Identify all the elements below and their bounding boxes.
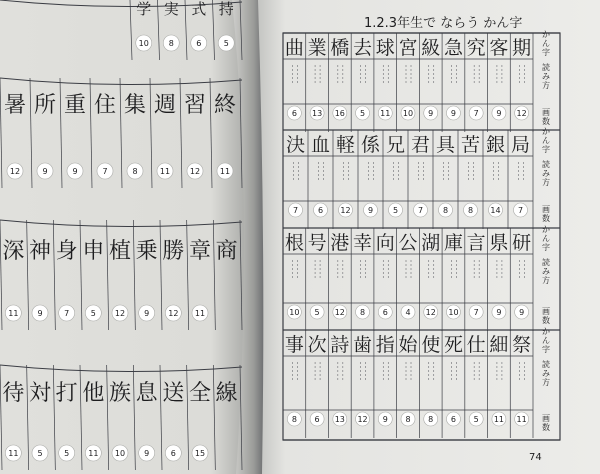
stroke-count: 5	[359, 109, 366, 118]
kanji-character: 兄	[385, 134, 406, 156]
kanji-character: 軽	[335, 134, 356, 156]
left-kanji-character: 学	[136, 0, 152, 18]
header-label: み	[542, 169, 550, 178]
kanji-character: 研	[512, 232, 532, 254]
header-label: 画	[542, 108, 550, 117]
kanji-character: 業	[307, 37, 327, 59]
header-label: 数	[542, 423, 550, 432]
stroke-count: 9	[428, 109, 434, 118]
left-stroke-count: 5	[37, 449, 43, 458]
stroke-count: 8	[428, 415, 434, 424]
kanji-character: 期	[512, 37, 532, 59]
stroke-count: 9	[519, 308, 525, 317]
stroke-count: 12	[357, 415, 368, 424]
header-label: 方	[542, 378, 550, 387]
left-kanji-character: 商	[215, 239, 238, 264]
stroke-count: 11	[516, 415, 527, 424]
kanji-character: 使	[421, 334, 441, 356]
left-kanji-character: 他	[82, 381, 105, 406]
header-label: 画	[542, 205, 550, 214]
header-label: 方	[542, 178, 550, 187]
kanji-character: 細	[489, 334, 509, 356]
left-kanji-character: 所	[33, 93, 57, 118]
left-kanji-character: 終	[213, 93, 237, 118]
kanji-character: 級	[421, 37, 441, 59]
kanji-character: 幸	[353, 232, 373, 254]
stroke-count: 9	[496, 308, 502, 317]
left-stroke-count: 11	[159, 167, 171, 176]
header-label: か	[542, 327, 550, 336]
left-kanji-character: 式	[191, 0, 207, 18]
left-stroke-count: 5	[90, 309, 96, 318]
left-stroke-count: 9	[72, 167, 78, 176]
left-kanji-character: 息	[135, 381, 158, 406]
kanji-character: 次	[307, 334, 327, 356]
kanji-character: 県	[489, 232, 509, 254]
stroke-count: 9	[450, 109, 457, 118]
stroke-count: 16	[334, 109, 345, 118]
header-label: 読	[542, 63, 550, 72]
stroke-count: 12	[334, 308, 345, 317]
left-kanji-character: 章	[188, 239, 212, 264]
kanji-character: 決	[285, 134, 306, 156]
left-kanji-character: 族	[108, 381, 132, 406]
left-kanji-character: 全	[188, 381, 212, 406]
left-kanji-character: 打	[55, 381, 78, 406]
stroke-count: 9	[367, 206, 374, 215]
header-label: か	[542, 127, 550, 136]
stroke-count: 7	[417, 206, 424, 215]
kanji-character: 橋	[330, 37, 350, 59]
header-label: 読	[542, 360, 550, 369]
stroke-count: 4	[405, 308, 411, 317]
kanji-character: 詩	[330, 334, 350, 356]
left-stroke-count: 10	[114, 449, 126, 458]
kanji-character: 湖	[421, 232, 441, 254]
left-stroke-count: 12	[114, 309, 126, 318]
kanji-character: 向	[375, 232, 395, 254]
stroke-count: 8	[291, 415, 297, 424]
left-kanji-character: 深	[2, 239, 25, 264]
left-kanji-character: 実	[163, 0, 179, 18]
header-label: 数	[542, 117, 550, 126]
stroke-count: 13	[311, 109, 323, 118]
stroke-count: 6	[317, 206, 324, 215]
stroke-count: 10	[289, 308, 300, 317]
left-stroke-count: 7	[64, 309, 70, 318]
left-stroke-count: 15	[194, 449, 206, 458]
stroke-count: 8	[467, 206, 474, 215]
left-kanji-character: 集	[123, 93, 147, 118]
left-kanji-character: 申	[82, 239, 105, 264]
header-label: 画	[542, 414, 550, 423]
stroke-count: 9	[496, 109, 502, 118]
left-stroke-count: 11	[8, 309, 19, 318]
stroke-count: 6	[450, 415, 457, 424]
header-label: ん	[542, 336, 550, 345]
stroke-count: 6	[314, 415, 320, 424]
stroke-count: 10	[448, 308, 459, 317]
header-label: ん	[542, 136, 550, 145]
header-label: み	[542, 72, 550, 81]
stroke-count: 14	[490, 206, 501, 215]
header-label: か	[542, 30, 550, 39]
kanji-character: 急	[443, 37, 463, 59]
left-kanji-character: 線	[215, 381, 238, 406]
header-label: 字	[542, 48, 550, 57]
kanji-character: 号	[307, 232, 327, 254]
left-kanji-character: 身	[55, 239, 78, 264]
stroke-count: 6	[291, 109, 297, 118]
stroke-count: 9	[382, 415, 388, 424]
stroke-count: 7	[292, 206, 299, 215]
left-kanji-character: 乗	[135, 239, 158, 264]
left-stroke-count: 12	[168, 309, 179, 318]
kanji-character: 係	[360, 134, 381, 156]
left-kanji-character: 対	[28, 381, 52, 406]
header-label: み	[542, 267, 550, 276]
kanji-character: 始	[398, 334, 418, 356]
stroke-count: 12	[516, 109, 527, 118]
left-kanji-character: 暑	[3, 93, 27, 118]
left-stroke-count: 11	[8, 449, 19, 458]
kanji-character: 局	[510, 134, 531, 156]
left-kanji-character: 勝	[162, 239, 185, 264]
left-stroke-count: 10	[138, 39, 149, 48]
left-stroke-count: 6	[170, 449, 176, 458]
kanji-character: 苦	[460, 134, 481, 156]
stroke-count: 11	[493, 415, 505, 424]
stroke-count: 5	[473, 415, 479, 424]
stroke-count: 8	[359, 308, 366, 317]
header-label: 字	[542, 243, 550, 252]
header-label: か	[542, 225, 550, 234]
kanji-character: 具	[435, 134, 456, 156]
kanji-character: 究	[466, 37, 486, 59]
header-label: 数	[542, 316, 550, 325]
kanji-character: 港	[330, 232, 350, 254]
left-stroke-count: 9	[37, 309, 43, 318]
left-kanji-character: 週	[153, 93, 177, 118]
kanji-character: 銀	[485, 134, 506, 156]
stroke-count: 8	[405, 415, 411, 424]
left-stroke-count: 9	[42, 167, 48, 176]
left-stroke-count: 9	[144, 309, 150, 318]
kanji-character: 仕	[466, 334, 486, 356]
kanji-character: 事	[284, 334, 304, 356]
left-kanji-character: 神	[28, 239, 52, 264]
kanji-character: 根	[284, 232, 304, 254]
header-label: 方	[542, 81, 550, 90]
kanji-character: 去	[353, 37, 373, 59]
header-label: 画	[542, 307, 550, 316]
kanji-character: 指	[375, 334, 395, 356]
stroke-count: 7	[517, 206, 524, 215]
page-number: 74	[529, 452, 542, 463]
stroke-count: 7	[473, 109, 479, 118]
header-label: 数	[542, 214, 550, 223]
kanji-character: 歯	[353, 334, 373, 356]
stroke-count: 6	[382, 308, 388, 317]
header-label: 読	[542, 160, 550, 169]
left-kanji-character: 待	[2, 381, 25, 406]
left-kanji-character: 重	[63, 93, 87, 118]
header-label: 方	[542, 276, 550, 285]
stroke-count: 7	[473, 308, 479, 317]
left-stroke-count: 6	[196, 39, 202, 48]
kanji-character: 言	[466, 232, 486, 254]
stroke-count: 13	[334, 415, 345, 424]
header-label: 字	[542, 145, 550, 154]
left-stroke-count: 8	[168, 39, 174, 48]
right-page-title: 1.2.3年生で ならう かん字	[364, 16, 523, 31]
kanji-character: 死	[443, 334, 463, 356]
left-kanji-character: 住	[93, 93, 117, 118]
left-kanji-character: 持	[218, 0, 234, 18]
stroke-count: 8	[442, 206, 449, 215]
header-label: 字	[542, 345, 550, 354]
left-stroke-count: 9	[144, 449, 150, 458]
kanji-character: 庫	[443, 232, 463, 254]
stroke-count: 12	[340, 206, 351, 215]
kanji-character: 君	[410, 134, 431, 156]
header-label: ん	[542, 234, 550, 243]
left-stroke-count: 8	[132, 167, 138, 176]
left-stroke-count: 5	[64, 449, 70, 458]
stroke-count: 11	[380, 109, 391, 118]
kanji-character: 血	[310, 134, 331, 156]
stroke-count: 10	[402, 109, 414, 118]
header-label: 読	[542, 258, 550, 267]
kanji-character: 客	[489, 37, 509, 59]
left-stroke-count: 7	[102, 167, 108, 176]
left-stroke-count: 11	[88, 449, 99, 458]
kanji-character: 球	[375, 37, 395, 59]
left-stroke-count: 11	[194, 309, 206, 318]
kanji-character: 曲	[284, 37, 304, 59]
kanji-character: 宮	[398, 37, 418, 59]
left-kanji-character: 送	[162, 381, 185, 406]
left-stroke-count: 5	[223, 39, 229, 48]
left-stroke-count: 12	[189, 167, 201, 176]
left-kanji-character: 習	[183, 93, 207, 118]
left-stroke-count: 12	[9, 167, 21, 176]
kanji-character: 祭	[512, 334, 532, 356]
left-stroke-count: 11	[219, 167, 231, 176]
kanji-character: 公	[398, 232, 418, 254]
stroke-count: 5	[314, 308, 320, 317]
stroke-count: 12	[425, 308, 436, 317]
header-label: み	[542, 369, 550, 378]
left-kanji-character: 植	[108, 239, 132, 264]
header-label: ん	[542, 39, 550, 48]
stroke-count: 5	[392, 206, 399, 215]
